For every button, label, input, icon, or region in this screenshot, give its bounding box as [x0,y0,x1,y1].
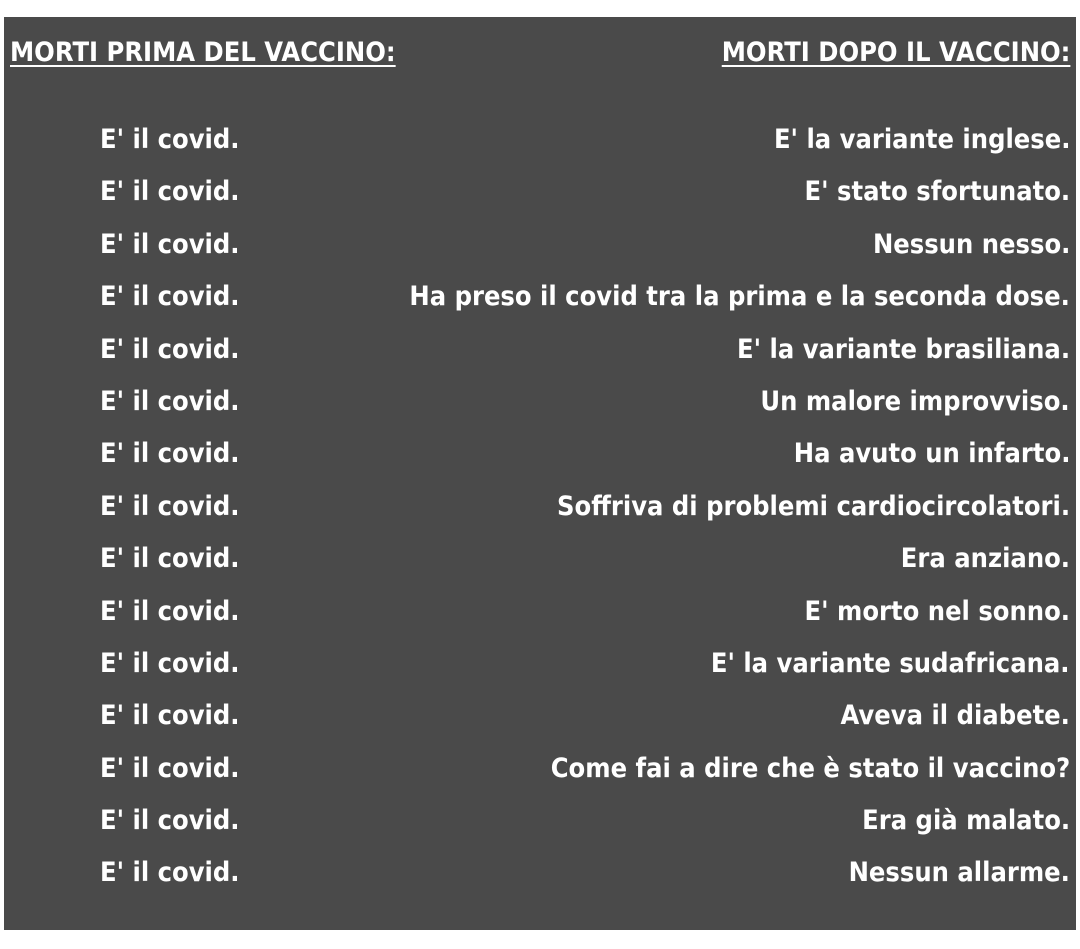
after-cause: Nessun allarme. [848,857,1070,889]
before-cause: E' il covid. [100,176,240,208]
list-item [4,332,1076,384]
comparison-panel [4,17,1076,930]
before-cause: E' il covid. [100,438,240,470]
list-item [4,594,1076,646]
heading-before-vaccine: MORTI PRIMA DEL VACCINO: [10,37,396,68]
before-cause: E' il covid. [100,385,240,417]
before-cause: E' il covid. [100,124,240,155]
after-cause: E' la variante inglese. [773,124,1070,155]
list-item [4,122,1076,174]
before-cause: E' il covid. [100,805,240,837]
after-cause: E' la variante sudafricana. [711,647,1070,679]
before-cause: E' il covid. [100,752,240,784]
after-cause: E' la variante brasiliana. [736,333,1070,365]
list-item [4,436,1076,488]
before-cause: E' il covid. [100,857,240,889]
list-item [4,803,1076,855]
after-cause: Ha preso il covid tra la prima e la seconda dose. [409,281,1070,313]
before-cause: E' il covid. [100,647,240,679]
list-item [4,541,1076,593]
before-cause: E' il covid. [100,333,240,365]
before-cause: E' il covid. [100,543,240,575]
list-item [4,855,1076,907]
before-cause: E' il covid. [100,490,240,522]
list-item [4,646,1076,698]
list-item [4,751,1076,803]
before-cause: E' il covid. [100,228,240,260]
after-cause: Era già malato. [861,805,1070,837]
after-cause: Un malore improvviso. [760,385,1070,417]
after-cause: Soffriva di problemi cardiocircolatori. [556,490,1070,522]
after-cause: Nessun nesso. [872,228,1070,260]
list-item [4,384,1076,436]
list-item [4,698,1076,750]
heading-after-vaccine: MORTI DOPO IL VACCINO: [721,37,1070,68]
list-item [4,489,1076,541]
list-item [4,174,1076,226]
after-cause: E' stato sfortunato. [804,176,1070,208]
after-cause: E' morto nel sonno. [804,595,1070,627]
after-cause: Era anziano. [900,543,1070,575]
after-cause: Aveva il diabete. [840,700,1070,732]
after-cause: Come fai a dire che è stato il vaccino? [550,752,1070,784]
comparison-list [4,122,1076,908]
list-item [4,279,1076,331]
before-cause: E' il covid. [100,595,240,627]
list-item [4,227,1076,279]
before-cause: E' il covid. [100,281,240,313]
after-cause: Ha avuto un infarto. [793,438,1070,470]
before-cause: E' il covid. [100,700,240,732]
